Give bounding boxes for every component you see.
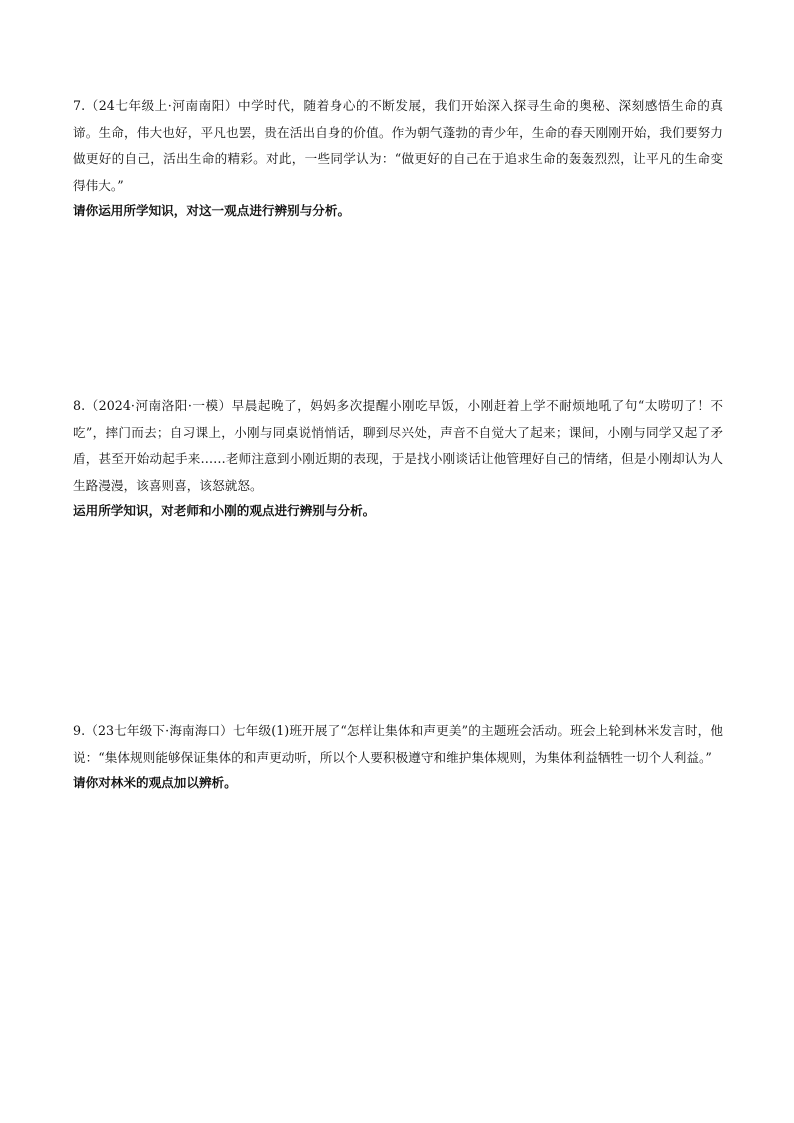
question-8 [73, 393, 723, 522]
question-8-prompt: 运用所学知识，对老师和小刚的观点进行辨别与分析。 [73, 503, 376, 519]
question-7 [73, 93, 723, 222]
question-9 [73, 718, 723, 794]
question-8-text: 8.（2024·河南洛阳·一模）早晨起晚了，妈妈多次提醒小刚吃早饭，小刚赶着上学不耐烦地吼了句“太唠叨了！不吃”，摔门而去；自习课上，小刚与同桌说悄悄话，聊到尽兴处，声音不自觉大了起来；课间，小刚与同学又起了矛盾，甚至开始动起手来……老师注意到小刚近期的表现，于是找小刚谈话让他管理好自己的情绪，但是小刚却认为人生路漫漫，该喜则喜，该怒就怒。 [73, 398, 723, 493]
question-9-text: 9.（23七年级下·海南海口）七年级(1)班开展了“怎样让集体和声更美”的主题班会活动。班会上轮到林米发言时，他说：“集体规则能够保证集体的和声更动听，所以个人要积极遵守和维护集体规则，为集体利益牺牲一切个人利益。” [73, 723, 723, 765]
question-7-text: 7.（24七年级上·河南南阳）中学时代，随着身心的不断发展，我们开始深入探寻生命的奥秘、深刻感悟生命的真谛。生命，伟大也好，平凡也罢，贵在活出自身的价值。作为朝气蓬勃的青少年，生命的春天刚刚开始，我们要努力做更好的自己，活出生命的精彩。对此，一些同学认为：“做更好的自己在于追求生命的轰轰烈烈，让平凡的生命变得伟大。” [73, 98, 723, 193]
question-9-prompt: 请你对林米的观点加以辨析。 [73, 775, 237, 791]
question-7-prompt: 请你运用所学知识，对这一观点进行辨别与分析。 [73, 203, 351, 219]
